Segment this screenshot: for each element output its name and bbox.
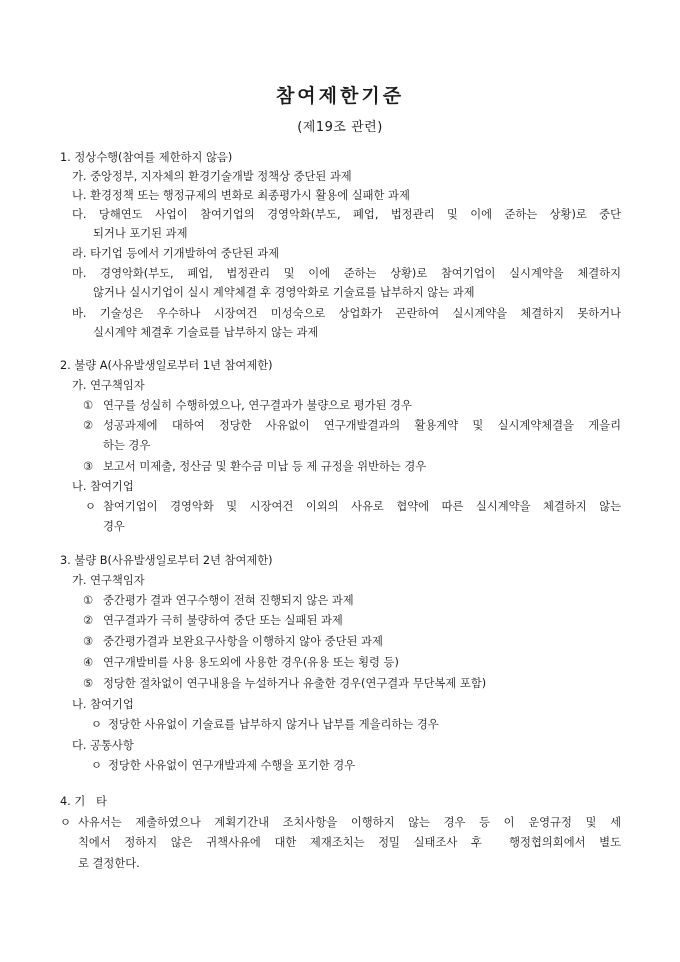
section-4-bullet-line2: 칙에서 정하지 않은 귀책사유에 대한 제재조치는 정밀 실태조사 후 행정협의회에서 별도 — [78, 836, 621, 849]
section-2-item-na: 나. 참여기업 — [72, 480, 134, 493]
section-3-na-bullet-marker: ㅇ — [91, 718, 102, 731]
section-2-ga-item-1-marker: ① — [83, 399, 94, 412]
section-2-ga-item-3: 보고서 미제출, 정산금 및 환수금 미납 등 제 규정을 위반하는 경우 — [103, 460, 427, 473]
section-3-ga-item-4: 연구개발비를 사용 용도외에 사용한 경우(유용 또는 횡령 등) — [103, 656, 399, 669]
section-4-bullet-marker: ㅇ — [60, 816, 71, 829]
section-4-heading: 4. 기 타 — [60, 795, 107, 808]
section-1-item-ra: 라. 타기업 등에서 기개발하여 중단된 과제 — [72, 247, 280, 260]
section-3-item-ga: 가. 연구책임자 — [72, 574, 145, 587]
section-3-ga-item-1-marker: ① — [83, 594, 94, 607]
section-1-item-ma-line2: 않거나 실시기업이 실시 계약체결 후 경영악화로 기술료를 납부하지 않는 과제 — [93, 286, 475, 299]
section-3-ga-item-4-marker: ④ — [83, 656, 94, 669]
section-1-item-da-line1: 다. 당해연도 사업이 참여기업의 경영악화(부도, 폐업, 법정관리 및 이에 준하는 상황)로 중단 — [72, 208, 621, 221]
page-subtitle: (제19조 관련) — [297, 120, 383, 135]
section-1-item-ba-line1: 바. 기술성은 우수하나 시장여건 미성숙으로 상업화가 곤란하여 실시계약을 체결하지 못하거나 — [72, 307, 621, 320]
section-3-ga-item-3-marker: ③ — [83, 635, 94, 648]
section-1-heading: 1. 정상수행(참여를 제한하지 않음) — [60, 151, 233, 164]
section-3-ga-item-5-marker: ⑤ — [83, 677, 94, 690]
section-2-item-ga: 가. 연구책임자 — [72, 379, 145, 392]
section-1-item-na: 나. 환경정책 또는 행정규제의 변화로 최종평가시 활용에 실패한 과제 — [72, 189, 410, 202]
section-2-ga-item-2-line1: 성공과제에 대하여 정당한 사유없이 연구개발결과의 활용계약 및 실시계약체결을 게을리 — [103, 419, 621, 432]
section-3-ga-item-3: 중간평가결과 보완요구사항을 이행하지 않아 중단된 과제 — [103, 635, 383, 648]
section-2-na-bullet-line2: 경우 — [103, 520, 125, 533]
section-1-item-da-line2: 되거나 포기된 과제 — [93, 227, 188, 240]
section-3-heading: 3. 불량 B(사유발생일로부터 2년 참여제한) — [60, 554, 273, 567]
section-2-na-bullet-marker: ㅇ — [85, 500, 96, 513]
section-2-ga-item-2-line2: 하는 경우 — [103, 439, 151, 452]
section-3-item-na: 나. 참여기업 — [72, 698, 134, 711]
section-3-ga-item-2-marker: ② — [83, 614, 94, 627]
section-1-item-ba-line2: 실시계약 체결후 기술료를 납부하지 않는 과제 — [93, 326, 319, 339]
section-4-bullet-line3: 로 결정한다. — [78, 857, 140, 870]
page-title: 참여제한기준 — [275, 85, 405, 107]
section-2-ga-item-2-marker: ② — [83, 419, 94, 432]
section-3-ga-item-5: 정당한 절차없이 연구내용을 누설하거나 유출한 경우(연구결과 무단복제 포함) — [103, 677, 487, 690]
section-2-ga-item-1: 연구를 성실히 수행하였으나, 연구결과가 불량으로 평가된 경우 — [103, 399, 412, 412]
section-2-heading: 2. 불량 A(사유발생일로부터 1년 참여제한) — [60, 359, 273, 372]
section-3-da-bullet-marker: ㅇ — [91, 759, 102, 772]
section-3-na-bullet: 정당한 사유없이 기술료를 납부하지 않거나 납부를 게을리하는 경우 — [108, 718, 439, 731]
section-2-na-bullet-line1: 참여기업이 경영악화 및 시장여건 이외의 사유로 협약에 따른 실시계약을 체결하지 않는 — [103, 500, 621, 513]
section-3-ga-item-1: 중간평가 결과 연구수행이 전혀 진행되지 않은 과제 — [103, 594, 354, 607]
section-1-item-ga: 가. 중앙정부, 지자체의 환경기술개발 정책상 중단된 과제 — [72, 170, 352, 183]
section-3-item-da: 다. 공통사항 — [72, 739, 134, 752]
section-3-ga-item-2: 연구결과가 극히 불량하여 중단 또는 실패된 과제 — [103, 614, 343, 627]
section-1-item-ma-line1: 마. 경영악화(부도, 폐업, 법정관리 및 이에 준하는 상황)로 참여기업이 실시계약을 체결하지 — [72, 267, 621, 280]
section-4-bullet-line1: 사유서는 제출하였으나 계획기간내 조치사항을 이행하지 않는 경우 등 이 운영규정 및 세 — [78, 816, 621, 829]
section-3-da-bullet: 정당한 사유없이 연구개발과제 수행을 포기한 경우 — [108, 759, 356, 772]
section-2-ga-item-3-marker: ③ — [83, 460, 94, 473]
